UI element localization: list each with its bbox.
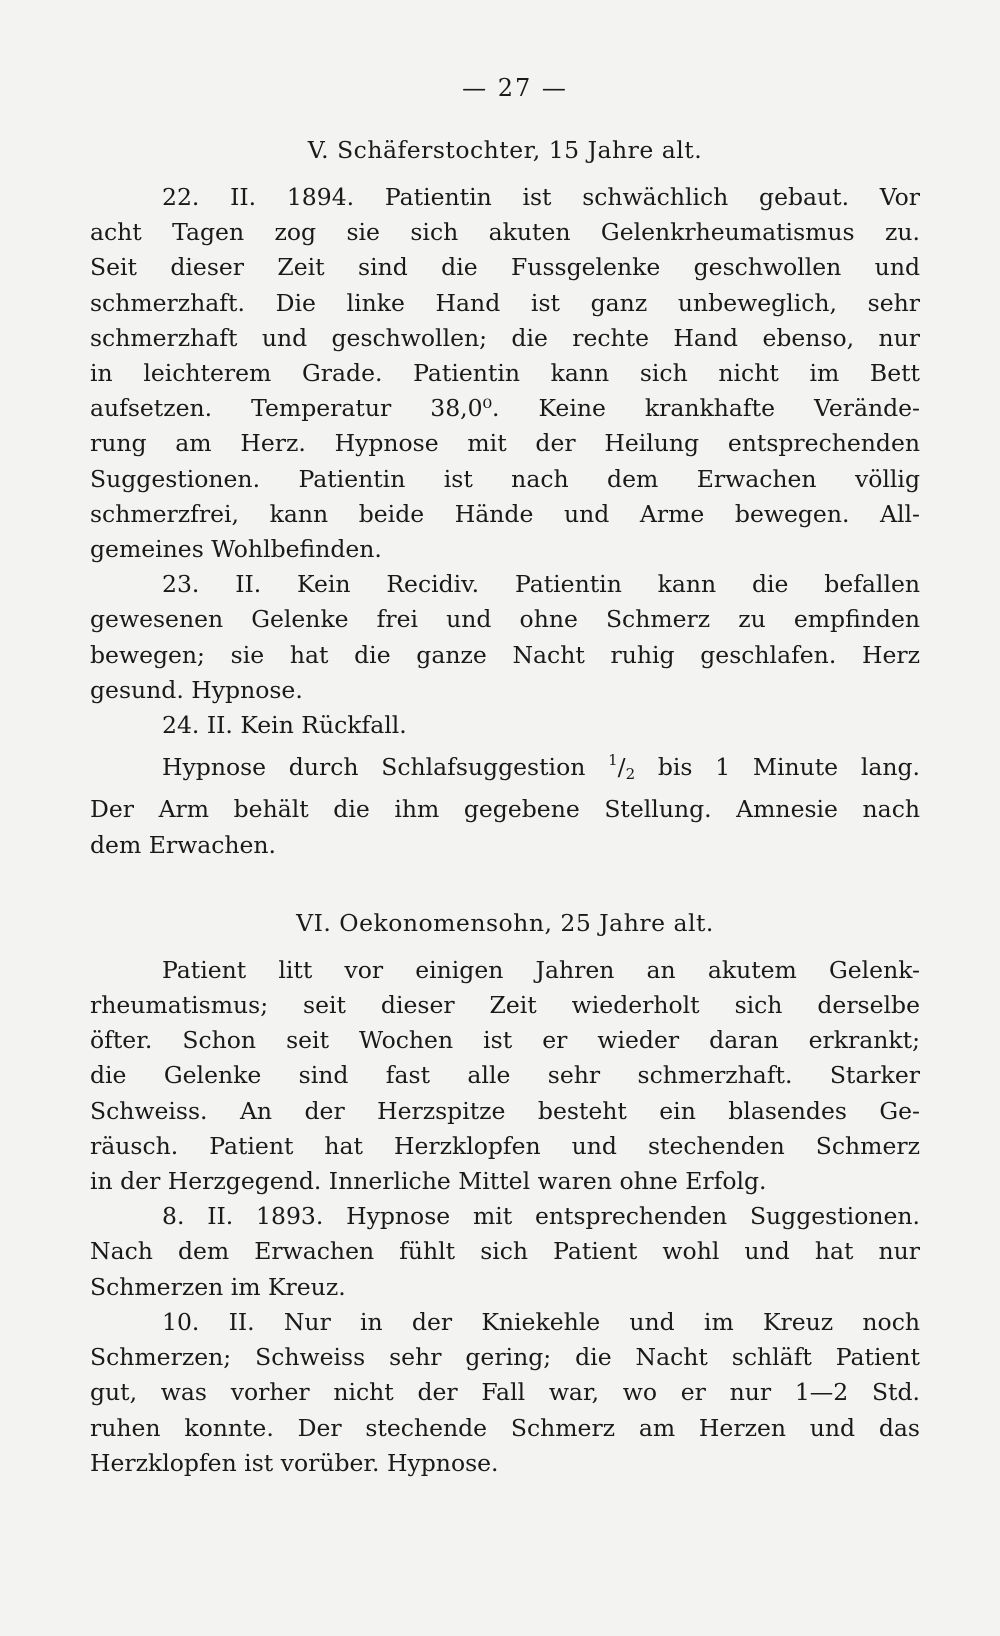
- case-vi-paragraph-3: [90, 1305, 920, 1481]
- text-line: acht Tagen zog sie sich akuten Gelenkrheumatismus zu.: [90, 218, 920, 247]
- text-line: 10. II. Nur in der Kniekehle und im Kreuz noch: [162, 1307, 920, 1336]
- text-line: in der Herzgegend. Innerliche Mittel waren ohne Erfolg.: [90, 1167, 767, 1196]
- text-line: ruhen konnte. Der stechende Schmerz am Herzen und das: [90, 1413, 920, 1442]
- text-line: schmerzhaft und geschwollen; die rechte Hand ebenso, nur: [90, 323, 920, 352]
- text-line: gemeines Wohlbefinden.: [90, 535, 382, 564]
- text-fragment: Hypnose durch Schlafsuggestion: [162, 753, 609, 782]
- text-line: in leichterem Grade. Patientin kann sich nicht im Bett: [90, 359, 920, 388]
- text-line: Schmerzen im Kreuz.: [90, 1272, 346, 1301]
- text-line: rung am Herz. Hypnose mit der Heilung entsprechenden: [90, 429, 920, 458]
- text-line: gewesenen Gelenke frei und ohne Schmerz zu empfinden: [90, 605, 920, 634]
- text-line: öfter. Schon seit Wochen ist er wieder daran erkrankt;: [90, 1026, 920, 1055]
- text-line: Schmerzen; Schweiss sehr gering; die Nacht schläft Patient: [90, 1343, 920, 1372]
- case-vi-heading: VI. Oekonomensohn, 25 Jahre alt.: [296, 908, 714, 937]
- text-line: Suggestionen. Patientin ist nach dem Erwachen völlig: [90, 464, 920, 493]
- text-line: gut, was vorher nicht der Fall war, wo er nur 1—2 Std.: [90, 1378, 920, 1407]
- text-line: gesund. Hypnose.: [90, 675, 303, 704]
- text-line: Hypnose durch Schlafsuggestion $^1/_2$ bis 1 Minute lang.: [162, 751, 920, 784]
- text-line: schmerzfrei, kann beide Hände und Arme bewegen. All-: [90, 499, 920, 528]
- text-line: 23. II. Kein Recidiv. Patientin kann die befallen: [162, 570, 920, 599]
- text-line: Der Arm behält die ihm gegebene Stellung. Amnesie nach: [90, 795, 920, 824]
- text-line: 24. II. Kein Rückfall.: [162, 711, 407, 740]
- text-line: aufsetzen. Temperatur 38,0⁰. Keine krankhafte Verände-: [90, 394, 920, 423]
- case-v-paragraph-1: [90, 180, 920, 567]
- text-line: 8. II. 1893. Hypnose mit entsprechenden Suggestionen.: [162, 1202, 920, 1231]
- text-line: Patient litt vor einigen Jahren an akutem Gelenk-: [162, 955, 920, 984]
- text-line: schmerzhaft. Die linke Hand ist ganz unbeweglich, sehr: [90, 288, 920, 317]
- case-vi-paragraph-2: [90, 1199, 920, 1305]
- text-line: Schweiss. An der Herzspitze besteht ein blasendes Ge-: [90, 1096, 920, 1125]
- case-vi-paragraph-1: [90, 953, 920, 1199]
- case-v-paragraph-2: [90, 567, 920, 708]
- text-line: 22. II. 1894. Patientin ist schwächlich gebaut. Vor: [162, 183, 920, 211]
- fraction-numerator: 1: [608, 751, 618, 770]
- text-line: Herzklopfen ist vorüber. Hypnose.: [90, 1448, 499, 1477]
- text-line: bewegen; sie hat die ganze Nacht ruhig geschlafen. Herz: [90, 640, 920, 669]
- case-v-paragraph-4: [90, 743, 920, 863]
- text-line: die Gelenke sind fast alle sehr schmerzhaft. Starker: [90, 1061, 920, 1090]
- case-v-paragraph-3: [90, 708, 920, 743]
- text-line: räusch. Patient hat Herzklopfen und stechenden Schmerz: [90, 1131, 920, 1160]
- fraction-denominator: 2: [625, 765, 636, 784]
- text-fragment: bis 1 Minute lang.: [635, 753, 920, 782]
- text-line: rheumatismus; seit dieser Zeit wiederholt sich derselbe: [90, 991, 920, 1020]
- text-line: Seit dieser Zeit sind die Fussgelenke geschwollen und: [90, 253, 920, 282]
- text-line: Nach dem Erwachen fühlt sich Patient wohl und hat nur: [90, 1237, 920, 1266]
- case-v-heading: V. Schäferstochter, 15 Jahre alt.: [307, 136, 703, 164]
- page-number: — 27 —: [462, 74, 568, 102]
- text-line: dem Erwachen.: [90, 830, 277, 859]
